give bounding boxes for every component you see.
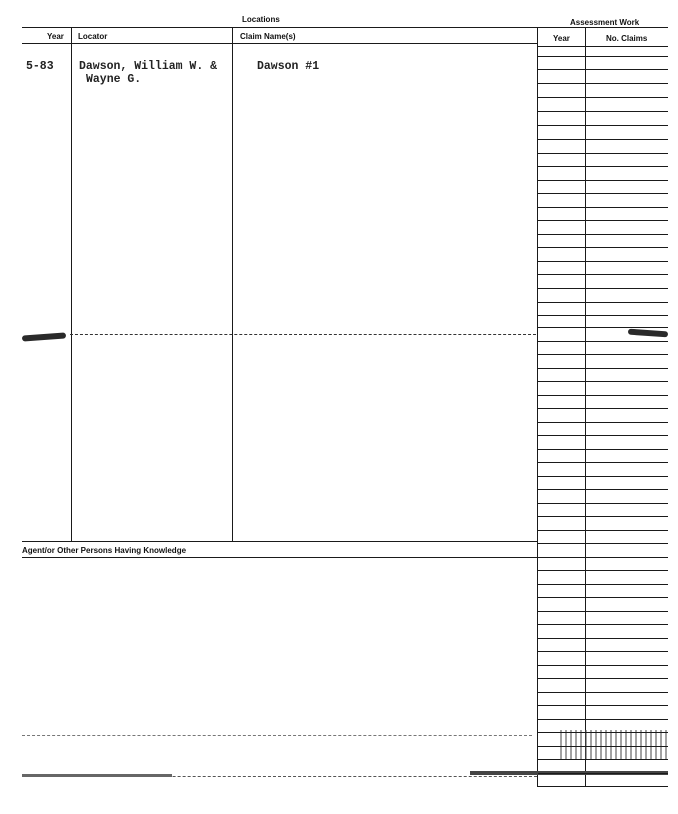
entry-claim-name: Dawson #1 bbox=[257, 60, 320, 73]
agent-faint-line bbox=[22, 735, 532, 737]
no-claims-column-header: No. Claims bbox=[606, 34, 648, 43]
entry-locator-line1: Dawson, William W. & bbox=[79, 60, 218, 73]
agent-section-label: Agent/or Other Persons Having Knowledge bbox=[22, 546, 187, 555]
header-rule-right bbox=[538, 46, 668, 47]
year-column-header: Year bbox=[47, 32, 64, 41]
locator-claim-divider bbox=[232, 27, 233, 541]
fold-line bbox=[70, 334, 536, 336]
claim-names-column-header: Claim Name(s) bbox=[240, 32, 296, 41]
header-rule-left bbox=[22, 43, 538, 44]
bottom-right-noise bbox=[560, 730, 668, 760]
fold-smudge-left bbox=[22, 332, 66, 341]
locator-column-header: Locator bbox=[78, 32, 108, 41]
locations-header: Locations bbox=[242, 15, 280, 24]
assessment-year-column-header: Year bbox=[553, 34, 570, 43]
entry-year: 5-83 bbox=[26, 60, 54, 73]
locations-bottom-rule bbox=[22, 541, 538, 542]
assessment-year-claims-divider bbox=[585, 27, 586, 787]
bottom-left-scan-smudge bbox=[22, 774, 172, 777]
entry-locator-line2: Wayne G. bbox=[86, 73, 142, 86]
top-rule bbox=[22, 27, 668, 28]
fold-smudge-right bbox=[628, 329, 668, 338]
claim-assessment-divider bbox=[537, 27, 538, 787]
year-locator-divider bbox=[71, 27, 72, 541]
assessment-work-header: Assessment Work bbox=[570, 18, 640, 27]
agent-label-underline bbox=[22, 557, 538, 558]
